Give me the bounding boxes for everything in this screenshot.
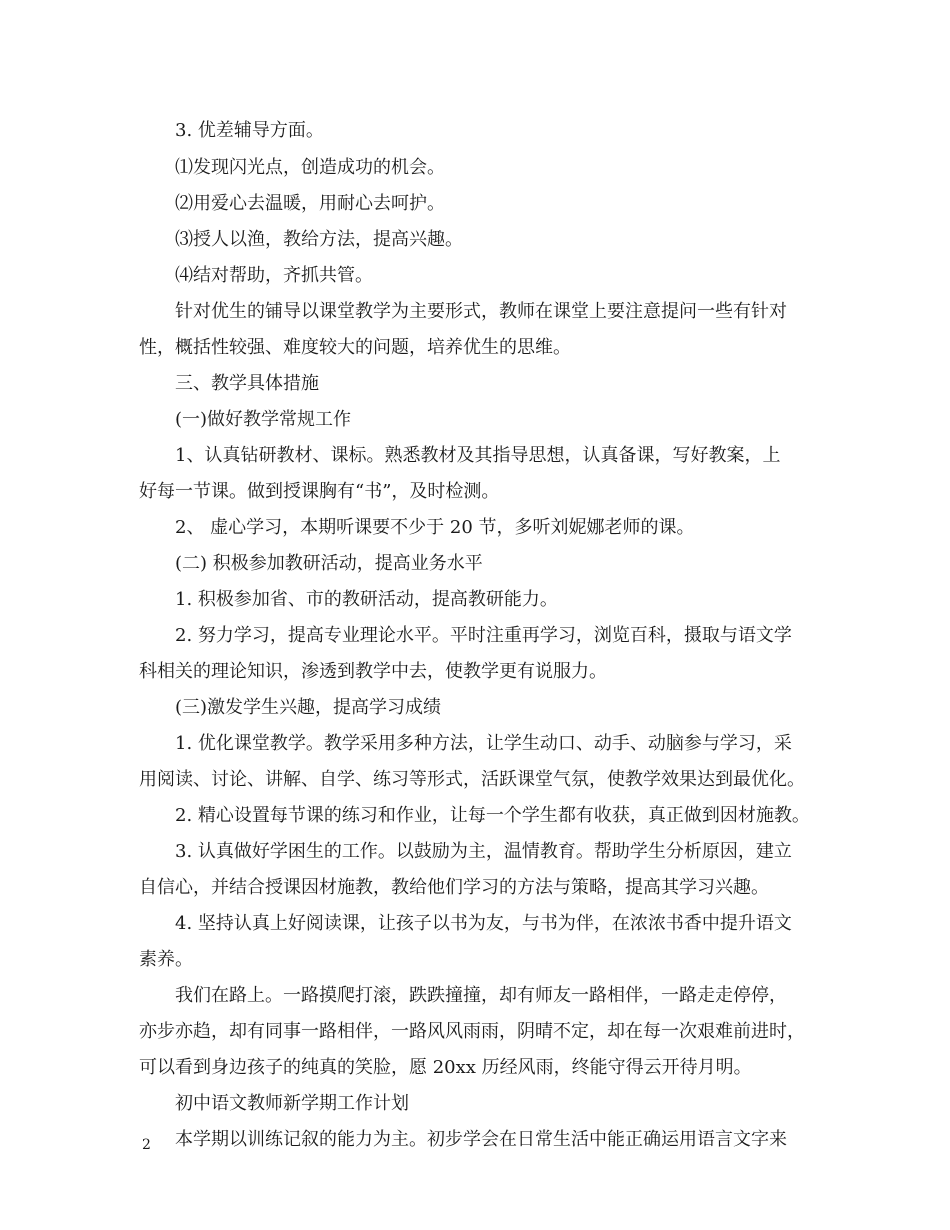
section-heading-measures: 三、教学具体措施 [175,373,319,394]
list-item-4: ⑷结对帮助，齐抓共管。 [175,265,373,286]
paragraph-line: 好每一节课。做到授课胸有“书”，及时检测。 [139,481,500,502]
paragraph-line: 科相关的理论知识，渗透到教学中去，使教学更有说服力。 [139,661,607,682]
paragraph-line: 亦步亦趋，却有同事一路相伴，一路风风雨雨，阴晴不定，却在每一次艰难前进时， [139,1021,805,1042]
list-item-1: ⑴发现闪光点，创造成功的机会。 [175,157,445,178]
paragraph-line: 针对优生的铺导以课堂教学为主要形式，教师在课堂上要注意提问一些有针对 [175,301,787,322]
list-item-3: ⑶授人以渔，教给方法，提高兴趣。 [175,229,463,250]
paragraph-line: 本学期以训练记叙的能力为主。初步学会在日常生活中能正确运用语言文字来 [175,1129,787,1150]
paragraph-line: 1. 积极参加省、市的教研活动，提高教研能力。 [175,589,558,610]
subheading-routine-work: (一)做好教学常规工作 [175,409,352,430]
paragraph-line: 可以看到身边孩子的纯真的笑脸，愿 20xx 历经风雨，终能守得云开待月明。 [139,1057,752,1078]
document-section-title: 初中语文教师新学期工作计划 [175,1093,409,1114]
page-number: 2 [142,1137,151,1153]
paragraph-line: 性，概括性较强、难度较大的问题，培养优生的思维。 [139,337,571,358]
paragraph-line: 2. 努力学习，提高专业理论水平。平时注重再学习，浏览百科，摄取与语文学 [175,625,792,646]
subheading-research: (二) 积极参加教研活动，提高业务水平 [175,553,483,574]
list-item-2: ⑵用爱心去温暖，用耐心去呵护。 [175,193,445,214]
paragraph-line: 1、认真钻研教材、课标。熟悉教材及其指导思想，认真备课，写好教案，上 [175,445,781,466]
paragraph-line: 3. 认真做好学困生的工作。以鼓励为主，温情教育。帮助学生分析原因，建立 [175,841,792,862]
subheading-interest: (三)激发学生兴趣，提高学习成绩 [175,697,442,718]
paragraph-line: 2、 虚心学习，本期听课要不少于 20 节，多听刘妮娜老师的课。 [175,517,695,538]
paragraph-line: 2. 精心设置每节课的练习和作业，让每一个学生都有收获，真正做到因材施教。 [175,805,810,826]
paragraph-line: 1. 优化课堂教学。教学采用多种方法，让学生动口、动手、动脑参与学习，采 [175,733,792,754]
paragraph-line: 我们在路上。一路摸爬打滚，跌跌撞撞，却有师友一路相伴，一路走走停停， [175,985,787,1006]
paragraph-line: 4. 坚持认真上好阅读课，让孩子以书为友，与书为伴，在浓浓书香中提升语文 [175,913,792,934]
paragraph-line: 素养。 [139,949,193,970]
paragraph-line: 用阅读、讨论、讲解、自学、练习等形式，活跃课堂气氛，使教学效果达到最优化。 [139,769,805,790]
paragraph-line: 自信心，并结合授课因材施教，教给他们学习的方法与策略，提高其学习兴趣。 [139,877,769,898]
section-heading-tutoring: 3. 优差辅导方面。 [175,120,324,141]
